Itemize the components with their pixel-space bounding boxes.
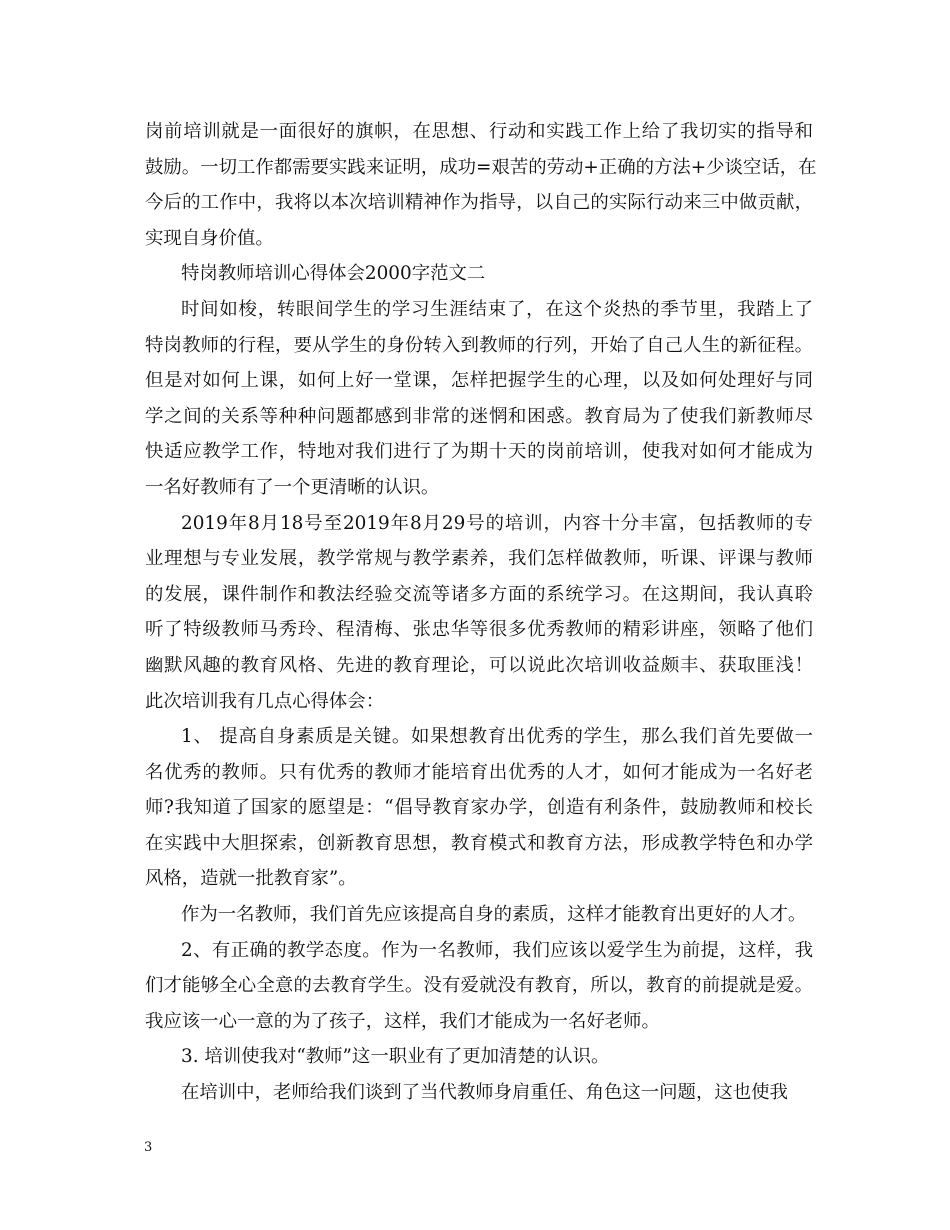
paragraph-line: 1、 提高自身素质是关键。如果想教育出优秀的学生，那么我们首先要做一 xyxy=(181,726,813,748)
paragraph xyxy=(145,1075,813,1111)
paragraph-line: 鼓励。一切工作都需要实践来证明，成功=艰苦的劳动+正确的方法+少谈空话，在 xyxy=(145,156,817,178)
paragraph-line: 们才能够全心全意的去教育学生。没有爱就没有教育，所以，教育的前提就是爱。 xyxy=(145,975,813,997)
paragraph-line: 风格，造就一批教育家”。 xyxy=(145,868,357,890)
paragraph-line: 在培训中，老师给我们谈到了当代教师身肩重任、角色这一问题，这也使我 xyxy=(181,1082,788,1104)
paragraph xyxy=(145,292,813,506)
paragraph xyxy=(145,114,817,256)
paragraph-line: 我应该一心一意的为了孩子，这样，我们才能成为一名好老师。 xyxy=(145,1010,660,1032)
paragraph-line: 师?我知道了国家的愿望是：“倡导教育家办学，创造有利条件，鼓励教师和校长 xyxy=(145,797,813,819)
paragraph-line: 2019年8月18号至2019年8月29号的培训，内容十分丰富，包括教师的专 xyxy=(181,512,813,534)
paragraph-line: 此次培训我有几点心得体会： xyxy=(145,690,385,712)
paragraph-line: 特岗教师的行程，要从学生的身份转入到教师的行列，开始了自己人生的新征程。 xyxy=(145,334,813,356)
document-body xyxy=(145,114,817,1111)
paragraph-line: 岗前培训就是一面很好的旗帜，在思想、行动和实践工作上给了我切实的指导和 xyxy=(145,121,813,142)
paragraph xyxy=(145,256,813,292)
paragraph xyxy=(145,897,813,933)
paragraph xyxy=(145,1039,813,1075)
paragraph-line: 作为一名教师，我们首先应该提高自身的素质，这样才能教育出更好的人才。 xyxy=(181,904,807,926)
paragraph-line: 一名好教师有了一个更清晰的认识。 xyxy=(145,476,440,498)
paragraph-line: 特岗教师培训心得体会2000字范文二 xyxy=(181,263,486,285)
paragraph xyxy=(145,933,813,1040)
paragraph-line: 实现自身价值。 xyxy=(145,227,274,249)
page-number: 3 xyxy=(144,1140,153,1155)
paragraph-line: 的发展，课件制作和教法经验交流等诸多方面的系统学习。在这期间，我认真聆 xyxy=(145,583,813,605)
paragraph-line: 在实践中大胆探索，创新教育思想，教育模式和教育方法，形成教学特色和办学 xyxy=(145,832,813,854)
paragraph-line: 听了特级教师马秀玲、程清梅、张忠华等很多优秀教师的精彩讲座，领略了他们 xyxy=(145,619,813,641)
paragraph-line: 快适应教学工作，特地对我们进行了为期十天的岗前培训，使我对如何才能成为 xyxy=(145,441,813,463)
paragraph-line: 今后的工作中，我将以本次培训精神作为指导，以自己的实际行动来三中做贡献， xyxy=(145,192,813,214)
paragraph-line: 业理想与专业发展，教学常规与教学素养，我们怎样做教师，听课、评课与教师 xyxy=(145,548,813,570)
paragraph-line: 3. 培训使我对“教师”这一职业有了更加清楚的认识。 xyxy=(181,1046,610,1068)
paragraph-line: 幽默风趣的教育风格、先进的教育理论，可以说此次培训收益颇丰、获取匪浅！ xyxy=(145,654,813,676)
paragraph-line: 学之间的关系等种种问题都感到非常的迷惘和困惑。教育局为了使我们新教师尽 xyxy=(145,405,813,427)
paragraph xyxy=(145,719,813,897)
paragraph-line: 时间如梭，转眼间学生的学习生涯结束了，在这个炎热的季节里，我踏上了 xyxy=(181,298,813,320)
paragraph-line: 2、有正确的教学态度。作为一名教师，我们应该以爱学生为前提，这样，我 xyxy=(181,939,813,961)
paragraph xyxy=(145,506,813,720)
paragraph-line: 但是对如何上课，如何上好一堂课，怎样把握学生的心理，以及如何处理好与同 xyxy=(145,370,813,392)
paragraph-line: 名优秀的教师。只有优秀的教师才能培育出优秀的人才，如何才能成为一名好老 xyxy=(145,761,813,783)
